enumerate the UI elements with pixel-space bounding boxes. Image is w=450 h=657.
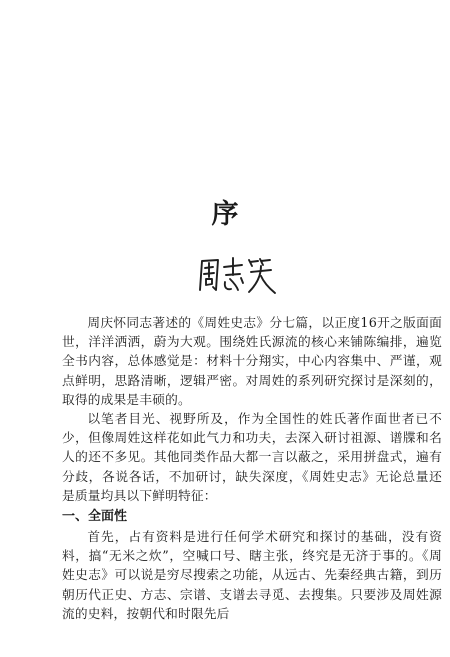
paragraph: 以笔者目光、视野所及，作为全国性的姓氏著作面世者已不少，但像周姓这样花如此气力和功夫，去深入研讨祖源、谱牒和名人的还不多见。其他同类作品大都一言以蔽之，采用拼盘式，遍有分歧，各说各话，不加研讨，缺失深度，《周姓史志》无论总量还是质量均具以下鲜明特征： <box>62 411 442 503</box>
preface-body <box>62 313 442 623</box>
paragraph: 首先，占有资料是进行任何学术研究和探讨的基础，没有资料，搞“无米之炊”，空喊口号、瞎主张，终究是无济于事的。《周姓史志》可以说是穷尽搜索之功能，从远古、先秦经典古籍，到历朝历代正史、方志、宗谱、支谱去寻觅、去搜集。只要涉及周姓源流的史料，按朝代和时限先后 <box>62 529 442 621</box>
author-signature <box>194 252 278 296</box>
page-title: 序 <box>211 199 239 230</box>
paragraph: 周庆怀同志著述的《周姓史志》分七篇，以正度16开之版面面世，洋洋洒洒，蔚为大观。围绕姓氏源流的核心来铺陈编排，遍览全书内容，总体感觉是：材料十分翔实，中心内容集中、严谨，观点鲜明，思路清晰，逻辑严密。对周姓的系列研究探讨是深刻的，取得的成果是丰硕的。 <box>62 315 442 407</box>
section-heading: 一、全面性 <box>62 509 128 525</box>
